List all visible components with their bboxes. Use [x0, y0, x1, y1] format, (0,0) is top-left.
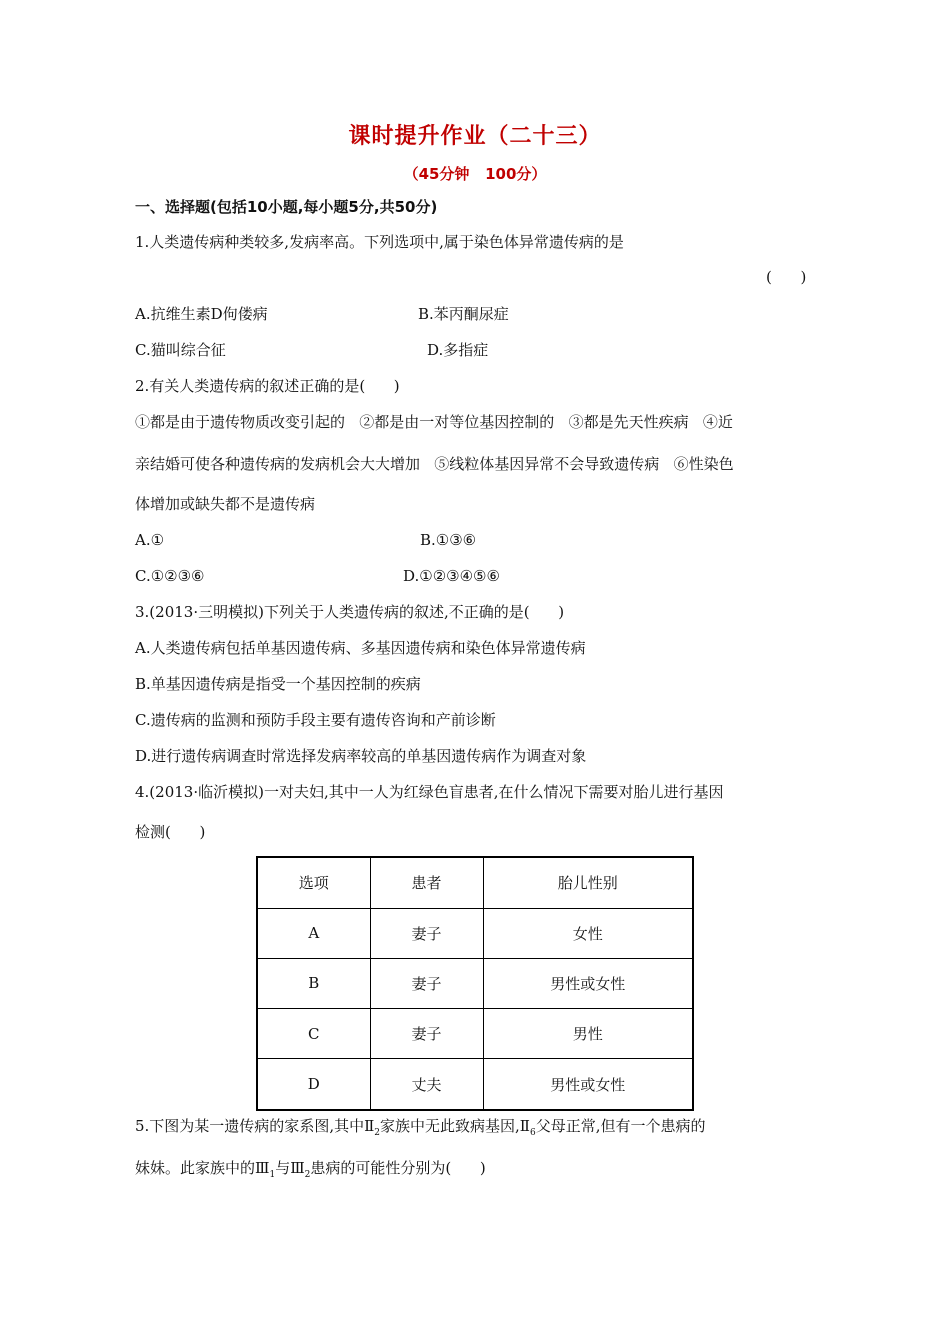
q1-option-d: D.多指症 [427, 341, 489, 359]
q5-subscript: 6 [529, 1128, 536, 1138]
table-header-cell: 选项 [257, 857, 370, 908]
q2-option-b: B.①③⑥ [420, 531, 477, 549]
table-header-cell: 胎儿性别 [483, 857, 693, 908]
q2-option-a: A.① [135, 531, 165, 549]
q3-option-a: A.人类遗传病包括单基因遗传病、多基因遗传病和染色体异常遗传病 [135, 639, 586, 657]
table-cell: C [257, 1009, 370, 1059]
q2-option-c: C.①②③⑥ [135, 567, 205, 585]
q3-option-b: B.单基因遗传病是指受一个基因控制的疾病 [135, 675, 421, 693]
q1-option-b: B.苯丙酮尿症 [418, 305, 509, 323]
table-cell: 男性或女性 [483, 958, 693, 1008]
q3-option-d: D.进行遗传病调查时常选择发病率较高的单基因遗传病作为调查对象 [135, 747, 587, 765]
table-cell: D [257, 1059, 370, 1110]
q2-stem: 2.有关人类遗传病的叙述正确的是( ) [135, 377, 400, 395]
q2-statements-line-3: 体增加或缺失都不是遗传病 [135, 495, 316, 513]
table-header-row [257, 857, 693, 908]
q5-text: 父母正常,但有一个患病的 [535, 1117, 706, 1135]
q5-text: 妹妹。此家族中的Ⅲ [135, 1159, 270, 1177]
q5-subscript: 1 [269, 1170, 276, 1180]
table-header-cell: 患者 [370, 857, 483, 908]
table-cell: 妻子 [370, 908, 483, 958]
table-cell: 妻子 [370, 958, 483, 1008]
table-cell: 男性 [483, 1009, 693, 1059]
q5-text: 患病的可能性分别为( ) [310, 1159, 486, 1177]
q2-option-d: D.①②③④⑤⑥ [403, 567, 500, 585]
q5-text: 5.下图为某一遗传病的家系图,其中Ⅱ [135, 1117, 375, 1135]
table-cell: 丈夫 [370, 1059, 483, 1110]
q1-stem: 1.人类遗传病种类较多,发病率高。下列选项中,属于染色体异常遗传病的是 [135, 233, 624, 251]
table-cell: A [257, 908, 370, 958]
q3-option-c: C.遗传病的监测和预防手段主要有遗传咨询和产前诊断 [135, 711, 496, 729]
table-cell: 妻子 [370, 1009, 483, 1059]
q5-subscript: 2 [374, 1128, 381, 1138]
page-title: 课时提升作业（二十三） [348, 124, 602, 149]
q5-text: 与Ⅲ [275, 1159, 305, 1177]
q1-option-a: A.抗维生素D佝偻病 [135, 305, 268, 323]
q4-stem-line-2: 检测( ) [135, 823, 206, 841]
q4-table [256, 856, 694, 1111]
table-row [257, 958, 693, 1008]
page-subtitle: （45分钟 100分） [403, 165, 547, 183]
q5-stem-line-2 [135, 1158, 486, 1185]
table-cell: 女性 [483, 908, 693, 958]
q3-stem: 3.(2013·三明模拟)下列关于人类遗传病的叙述,不正确的是( ) [135, 603, 565, 621]
table-cell: 男性或女性 [483, 1059, 693, 1110]
section-heading: 一、选择题(包括10小题,每小题5分,共50分) [135, 198, 438, 216]
q2-statements-line-2: 亲结婚可使各种遗传病的发病机会大大增加 ⑤线粒体基因异常不会导致遗传病 ⑥性染色 [135, 455, 734, 473]
table-row [257, 1059, 693, 1110]
q5-stem-line-1 [135, 1116, 706, 1143]
q2-statements-line-1: ①都是由于遗传物质改变引起的 ②都是由一对等位基因控制的 ③都是先天性疾病 ④近 [135, 413, 733, 431]
q5-text: 家族中无此致病基因,Ⅱ [380, 1117, 530, 1135]
q5-subscript: 2 [304, 1170, 311, 1180]
q4-stem-line-1: 4.(2013·临沂模拟)一对夫妇,其中一人为红绿色盲患者,在什么情况下需要对胎儿进行基因 [135, 783, 724, 801]
q1-option-c: C.猫叫综合征 [135, 341, 226, 359]
table-row [257, 1009, 693, 1059]
table-cell: B [257, 958, 370, 1008]
q1-answer-paren: ( ) [766, 268, 807, 286]
table-row [257, 908, 693, 958]
